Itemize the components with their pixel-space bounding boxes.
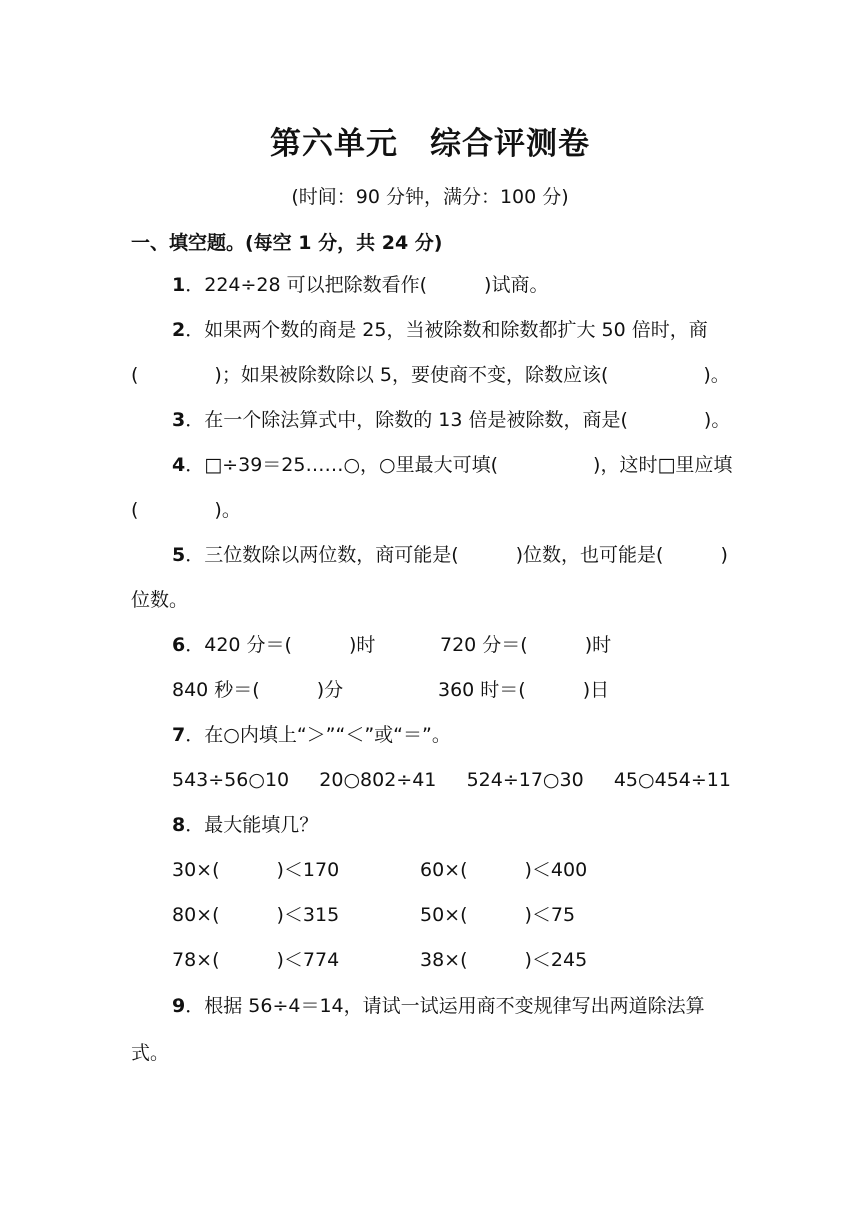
question-7 <box>172 720 451 750</box>
inequality-item: 38×( )＜245 <box>420 949 588 971</box>
question-number: 9 <box>172 995 186 1017</box>
question-number: 5 <box>172 544 186 566</box>
compare-item: 524÷17○30 <box>466 769 584 791</box>
question-number: 4 <box>172 454 186 476</box>
conversion-item: 720 分＝( )时 <box>440 634 612 656</box>
question-2 <box>172 315 708 345</box>
question-4-continued: ( )。 <box>131 499 241 521</box>
question-text: ．三位数除以两位数，商可能是( )位数，也可能是( ) <box>185 544 728 566</box>
compare-row <box>172 765 731 795</box>
question-number: 1 <box>172 274 186 296</box>
section-heading: 一、填空题。(每空 1 分，共 24 分) <box>131 232 443 254</box>
question-4 <box>172 450 732 480</box>
compare-item: 45○454÷11 <box>613 769 731 791</box>
question-5-continued: 位数。 <box>131 589 189 611</box>
question-number: 2 <box>172 319 186 341</box>
conversion-item: 360 时＝( )日 <box>438 679 610 701</box>
question-6 <box>172 630 375 660</box>
question-3 <box>172 405 730 435</box>
exam-info: (时间：90 分钟，满分：100 分) <box>291 186 569 208</box>
inequality-item: 78×( )＜774 <box>172 949 340 971</box>
question-text: ．在○内填上“＞”“＜”或“＝”。 <box>185 724 451 746</box>
question-5 <box>172 540 728 570</box>
conversion-item: 840 秒＝( )分 <box>172 679 344 701</box>
question-number: 7 <box>172 724 186 746</box>
question-text: ．224÷28 可以把除数看作( )试商。 <box>185 274 549 296</box>
question-text: ．如果两个数的商是 25，当被除数和除数都扩大 50 倍时，商 <box>185 319 708 341</box>
question-text: ．根据 56÷4＝14，请试一试运用商不变规律写出两道除法算 <box>185 995 705 1017</box>
page-title: 第六单元 综合评测卷 <box>270 126 590 162</box>
inequality-item: 30×( )＜170 <box>172 859 340 881</box>
question-text: ．在一个除法算式中，除数的 13 倍是被除数，商是( )。 <box>185 409 731 431</box>
question-9-continued: 式。 <box>131 1042 170 1064</box>
question-2-continued: ( )；如果被除数除以 5，要使商不变，除数应该( )。 <box>131 364 730 386</box>
question-number: 6 <box>172 634 186 656</box>
question-number: 8 <box>172 814 186 836</box>
question-1 <box>172 270 548 300</box>
inequality-item: 80×( )＜315 <box>172 904 340 926</box>
question-8 <box>172 810 318 840</box>
question-text: ．□÷39＝25……○，○里最大可填( )，这时□里应填 <box>185 454 733 476</box>
inequality-item: 60×( )＜400 <box>420 859 588 881</box>
question-9 <box>172 991 705 1021</box>
question-text: ．最大能填几？ <box>185 814 319 836</box>
inequality-item: 50×( )＜75 <box>420 904 576 926</box>
conversion-item: ．420 分＝( )时 <box>185 634 376 656</box>
compare-item: 20○802÷41 <box>319 769 437 791</box>
compare-item: 543÷56○10 <box>172 769 290 791</box>
question-number: 3 <box>172 409 186 431</box>
